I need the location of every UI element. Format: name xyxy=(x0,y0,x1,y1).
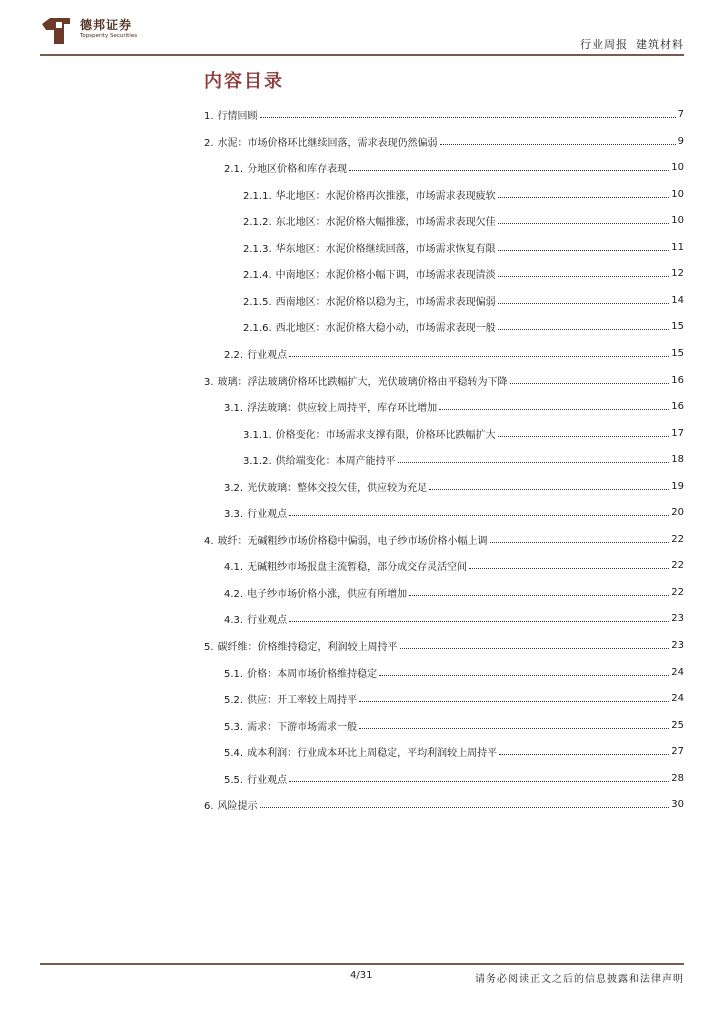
toc-entry-number: 1. xyxy=(204,110,214,122)
toc-entry-label xyxy=(204,638,398,653)
toc-entry-number: 2.1.5. xyxy=(243,296,272,308)
toc-entry-text: 行业观点 xyxy=(247,614,288,626)
toc-leader-dots xyxy=(429,489,669,490)
toc-leader-dots xyxy=(510,383,670,384)
toc-entry-text: 无碱粗纱市场报盘主流暂稳，部分成交存灵活空间 xyxy=(247,561,468,573)
page-number: 4/31 xyxy=(350,970,373,981)
toc-entry-page: 11 xyxy=(671,241,684,253)
company-logo xyxy=(40,14,160,46)
toc-entry-page: 28 xyxy=(671,772,684,784)
toc-leader-dots xyxy=(359,728,669,729)
toc-entry-text: 光伏玻璃：整体交投欠佳，供应较为充足 xyxy=(247,482,428,494)
toc-entry-page: 14 xyxy=(671,294,684,306)
toc-entry-text: 分地区价格和库存表现 xyxy=(247,163,348,175)
toc-leader-dots xyxy=(400,648,670,649)
report-header xyxy=(580,36,684,52)
toc-entry-page: 20 xyxy=(671,506,684,518)
toc-entry-page: 16 xyxy=(671,400,684,412)
toc-leader-dots xyxy=(498,197,670,198)
toc-entry[interactable] xyxy=(204,794,684,814)
toc-entry-page: 19 xyxy=(671,480,684,492)
toc-entry-label xyxy=(243,426,496,441)
toc-leader-dots xyxy=(498,276,670,277)
toc-entry[interactable] xyxy=(243,316,684,336)
toc-leader-dots xyxy=(498,436,670,437)
toc-entry-page: 9 xyxy=(677,135,684,147)
toc-leader-dots xyxy=(498,223,670,224)
toc-entry[interactable] xyxy=(224,343,684,363)
toc-entry-page: 22 xyxy=(671,533,684,545)
toc-leader-dots xyxy=(289,781,669,782)
toc-entry-text: 价格：本周市场价格维持稳定 xyxy=(247,668,378,680)
toc-entry-page: 15 xyxy=(671,320,684,332)
toc-leader-dots xyxy=(440,144,676,145)
toc-entry-text: 碳纤维：价格维持稳定，利润较上周持平 xyxy=(217,641,398,653)
toc-entry-page: 12 xyxy=(671,267,684,279)
toc-entry-label xyxy=(204,532,488,547)
toc-entry-number: 6. xyxy=(204,800,214,812)
toc-entry[interactable] xyxy=(224,555,684,575)
toc-entry-number: 4.1. xyxy=(224,561,244,573)
toc-entry[interactable] xyxy=(243,237,684,257)
toc-leader-dots xyxy=(260,117,676,118)
toc-entry-text: 水泥：市场价格环比继续回落，需求表现仍然偏弱 xyxy=(217,137,438,149)
toc-entry-number: 2.1.3. xyxy=(243,243,272,255)
toc-leader-dots xyxy=(289,356,669,357)
toc-entry-number: 3.1. xyxy=(224,402,244,414)
toc-entry[interactable] xyxy=(243,423,684,443)
toc-entry[interactable] xyxy=(224,662,684,682)
report-sector: 建筑材料 xyxy=(636,38,684,51)
toc-leader-dots xyxy=(289,515,669,516)
toc-entry[interactable] xyxy=(243,184,684,204)
toc-entry-label xyxy=(204,373,508,388)
toc-leader-dots xyxy=(409,595,669,596)
toc-entry-number: 2.2. xyxy=(224,349,244,361)
toc-entry-number: 4.2. xyxy=(224,588,244,600)
toc-entry[interactable] xyxy=(204,529,684,549)
toc-entry-number: 3.2. xyxy=(224,482,244,494)
toc-entry-label xyxy=(243,213,496,228)
toc-entry-label xyxy=(243,452,396,467)
toc-entry-number: 3.3. xyxy=(224,508,244,520)
toc-entry[interactable] xyxy=(224,476,684,496)
toc-entry[interactable] xyxy=(204,104,684,124)
toc-entry-text: 玻纤：无碱粗纱市场价格稳中偏弱，电子纱市场价格小幅上调 xyxy=(217,535,488,547)
toc-entry-label xyxy=(243,240,496,255)
toc-entry-text: 电子纱市场价格小涨，供应有所增加 xyxy=(247,588,408,600)
toc-entry[interactable] xyxy=(243,449,684,469)
toc-entry[interactable] xyxy=(204,635,684,655)
toc-entry-text: 成本利润：行业成本环比上周稳定，平均利润较上周持平 xyxy=(247,747,498,759)
toc-entry-number: 3. xyxy=(204,376,214,388)
toc-entry-page: 27 xyxy=(671,745,684,757)
toc-entry-label xyxy=(224,771,287,786)
toc-leader-dots xyxy=(260,807,670,808)
toc-entry-number: 2.1.4. xyxy=(243,269,272,281)
toc-entry-page: 30 xyxy=(671,798,684,810)
toc-entry-label xyxy=(224,479,427,494)
toc-entry-page: 23 xyxy=(671,612,684,624)
toc-entry-text: 供应：开工率较上周持平 xyxy=(247,694,358,706)
toc-leader-dots xyxy=(398,462,670,463)
toc-entry-label xyxy=(243,319,496,334)
toc-entry-text: 风险提示 xyxy=(217,800,258,812)
toc-entry[interactable] xyxy=(224,396,684,416)
toc-entry-page: 22 xyxy=(671,559,684,571)
toc-entry-page: 25 xyxy=(671,719,684,731)
toc-entry-text: 玻璃：浮法玻璃价格环比跌幅扩大，光伏玻璃价格由平稳转为下降 xyxy=(217,376,508,388)
toc-entry-page: 24 xyxy=(671,692,684,704)
logo-english-text: Topsperity Securities xyxy=(80,33,138,39)
toc-entry-page: 10 xyxy=(671,188,684,200)
header-divider xyxy=(40,54,684,56)
toc-entry-text: 行业观点 xyxy=(247,774,288,786)
toc-entry-label xyxy=(204,107,258,122)
toc-entry-number: 2.1.1. xyxy=(243,190,272,202)
toc-entry-number: 3.1.2. xyxy=(243,455,272,467)
toc-entry-label xyxy=(243,293,496,308)
toc-entry-text: 行业观点 xyxy=(247,508,288,520)
toc-entry-number: 2. xyxy=(204,137,214,149)
toc-entry-label xyxy=(224,346,287,361)
toc-entry-number: 4. xyxy=(204,535,214,547)
toc-entry-page: 22 xyxy=(671,586,684,598)
toc-entry-label xyxy=(224,399,437,414)
toc-entry-label xyxy=(224,160,347,175)
logo-chinese-text: 德邦证券 xyxy=(80,18,133,32)
toc-entry-label xyxy=(224,611,287,626)
toc-entry-label xyxy=(204,797,258,812)
toc-entry[interactable] xyxy=(224,741,684,761)
toc-entry-label xyxy=(204,134,438,149)
toc-entry[interactable] xyxy=(243,290,684,310)
toc-entry-page: 24 xyxy=(671,666,684,678)
toc-entry-label xyxy=(224,665,377,680)
toc-entry-number: 5.2. xyxy=(224,694,244,706)
footer-divider xyxy=(40,963,684,965)
toc-entry-label xyxy=(224,505,287,520)
toc-entry-page: 18 xyxy=(671,453,684,465)
toc-leader-dots xyxy=(469,568,669,569)
toc-entry[interactable] xyxy=(224,688,684,708)
toc-entry-number: 5. xyxy=(204,641,214,653)
toc-entry-page: 23 xyxy=(671,639,684,651)
toc-leader-dots xyxy=(498,329,670,330)
toc-entry-number: 3.1.1. xyxy=(243,429,272,441)
toc-entry-number: 2.1. xyxy=(224,163,244,175)
toc-entry-number: 5.1. xyxy=(224,668,244,680)
toc-leader-dots xyxy=(499,754,669,755)
toc-entry[interactable] xyxy=(224,582,684,602)
logo-mark-icon xyxy=(40,14,74,46)
toc-entry-number: 2.1.2. xyxy=(243,216,272,228)
toc-leader-dots xyxy=(490,542,670,543)
toc-entry[interactable] xyxy=(224,502,684,522)
toc-entry-label xyxy=(224,744,497,759)
toc-entry[interactable] xyxy=(204,370,684,390)
legal-disclaimer: 请务必阅读正文之后的信息披露和法律声明 xyxy=(475,974,684,985)
toc-entry[interactable] xyxy=(243,210,684,230)
toc-entry-text: 中南地区：水泥价格小幅下调，市场需求表现清淡 xyxy=(275,269,496,281)
toc-entry-page: 10 xyxy=(671,214,684,226)
toc-leader-dots xyxy=(349,170,669,171)
toc-entry-page: 7 xyxy=(677,108,684,120)
report-type: 行业周报 xyxy=(580,38,628,51)
toc-entry-text: 浮法玻璃：供应较上周持平，库存环比增加 xyxy=(247,402,438,414)
toc-title: 内容目录 xyxy=(204,71,284,92)
toc-entry-label xyxy=(224,585,407,600)
toc-entry-number: 2.1.6. xyxy=(243,322,272,334)
toc-entry-text: 供给端变化：本周产能持平 xyxy=(275,455,396,467)
toc-entry-text: 华东地区：水泥价格继续回落，市场需求恢复有限 xyxy=(275,243,496,255)
toc-entry-label xyxy=(224,718,357,733)
toc-leader-dots xyxy=(498,303,670,304)
toc-entry[interactable] xyxy=(224,768,684,788)
toc-entry-text: 行情回顾 xyxy=(217,110,258,122)
toc-entry-number: 5.3. xyxy=(224,721,244,733)
toc-entry[interactable] xyxy=(204,131,684,151)
toc-entry[interactable] xyxy=(243,263,684,283)
toc-leader-dots xyxy=(289,621,669,622)
toc-entry-page: 16 xyxy=(671,374,684,386)
toc-entry-text: 西北地区：水泥价格大稳小动，市场需求表现一般 xyxy=(275,322,496,334)
toc-entry[interactable] xyxy=(224,157,684,177)
toc-entry-text: 行业观点 xyxy=(247,349,288,361)
toc-leader-dots xyxy=(359,701,669,702)
toc-entry-label xyxy=(243,266,496,281)
toc-entry-page: 10 xyxy=(671,161,684,173)
toc-leader-dots xyxy=(498,250,670,251)
toc-leader-dots xyxy=(379,675,669,676)
toc-entry-text: 华北地区：水泥价格再次推涨，市场需求表现疲软 xyxy=(275,190,496,202)
toc-entry-text: 西南地区：水泥价格以稳为主，市场需求表现偏弱 xyxy=(275,296,496,308)
toc-leader-dots xyxy=(439,409,669,410)
toc-entry-number: 5.5. xyxy=(224,774,244,786)
toc-entry-text: 价格变化：市场需求支撑有限，价格环比跌幅扩大 xyxy=(275,429,496,441)
toc-entry-number: 5.4. xyxy=(224,747,244,759)
toc-entry-page: 15 xyxy=(671,347,684,359)
toc-entry-number: 4.3. xyxy=(224,614,244,626)
toc-entry-label xyxy=(224,691,357,706)
toc-entry-page: 17 xyxy=(671,427,684,439)
toc-entry-label xyxy=(224,558,467,573)
toc-entry[interactable] xyxy=(224,608,684,628)
toc-entry-label xyxy=(243,187,496,202)
toc-entry-text: 东北地区：水泥价格大幅推涨，市场需求表现欠佳 xyxy=(275,216,496,228)
toc-entry[interactable] xyxy=(224,715,684,735)
toc-entry-text: 需求：下游市场需求一般 xyxy=(247,721,358,733)
